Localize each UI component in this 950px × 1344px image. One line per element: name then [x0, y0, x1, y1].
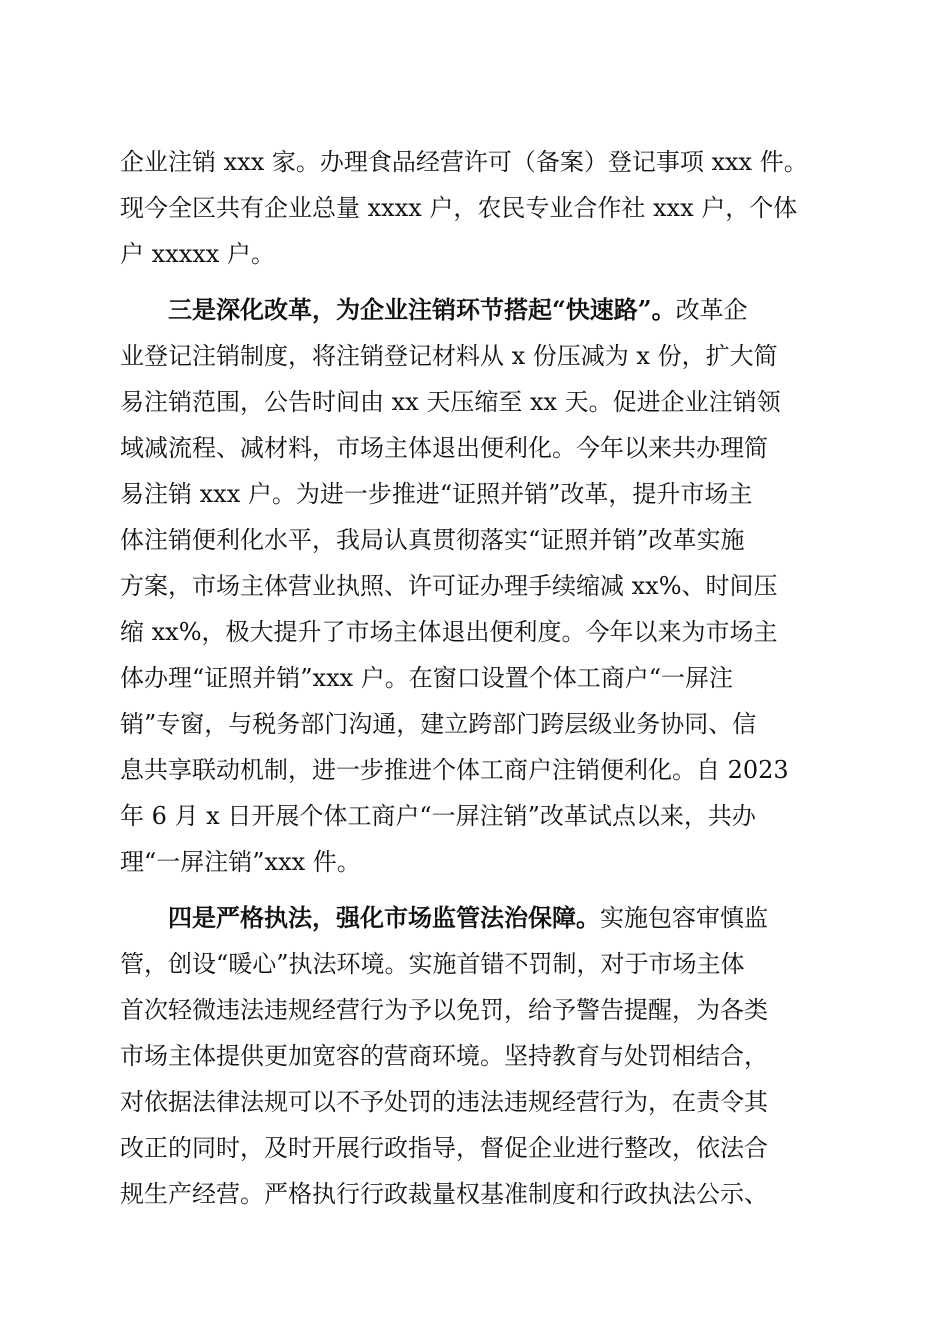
text-line: 理“一屏注销”xxx 件。	[120, 848, 361, 876]
text-line	[120, 287, 840, 333]
text-line: 企业注销 xxx 家。办理食品经营许可（备案）登记事项 xxx 件。	[120, 148, 808, 176]
text-line: 体办理“证照并销”xxx 户。在窗口设置个体工商户“一屏注	[120, 664, 734, 692]
document-body	[120, 139, 840, 1217]
paragraph-3	[120, 895, 840, 1217]
text-line: 规生产经营。严格执行行政裁量权基准制度和行政执法公示、	[120, 1180, 768, 1208]
text-line: 管，创设“暖心”执法环境。实施首错不罚制，对于市场主体	[120, 950, 745, 978]
text-line: 方案，市场主体营业执照、许可证办理手续缩减 xx%、时间压	[120, 572, 778, 600]
text-line: 销”专窗，与税务部门沟通，建立跨部门跨层级业务协同、信	[120, 710, 757, 738]
text-line: 现今全区共有企业总量 xxxx 户，农民专业合作社 xxx 户，个体	[120, 194, 798, 222]
text-line	[120, 895, 840, 941]
text-line: 市场主体提供更加宽容的营商环境。坚持教育与处罚相结合，	[120, 1042, 768, 1070]
text-line: 改正的同时，及时开展行政指导，督促企业进行整改，依法合	[120, 1134, 768, 1162]
paragraph-lead-heading: 四是严格执法，强化市场监管法治保障。	[168, 903, 600, 932]
text-line: 户 xxxxx 户。	[120, 240, 275, 268]
paragraph-lead-heading: 三是深化改革，为企业注销环节搭起“快速路”。	[168, 295, 676, 324]
text-line: 易注销 xxx 户。为进一步推进“证照并销”改革，提升市场主	[120, 480, 753, 508]
paragraph-2	[120, 287, 840, 885]
text-line: 首次轻微违法违规经营行为予以免罚，给予警告提醒，为各类	[120, 996, 768, 1024]
text-line: 体注销便利化水平，我局认真贯彻落实“证照并销”改革实施	[120, 526, 745, 554]
paragraph-1	[120, 139, 840, 277]
text-line: 息共享联动机制，进一步推进个体工商户注销便利化。自 2023	[120, 756, 789, 784]
text-line: 缩 xx%，极大提升了市场主体退出便利度。今年以来为市场主	[120, 618, 778, 646]
text-line: 域减流程、减材料，市场主体退出便利化。今年以来共办理简	[120, 434, 768, 462]
text-span: 实施包容审慎监	[600, 904, 768, 932]
text-span: 改革企	[675, 296, 748, 324]
text-line: 业登记注销制度，将注销登记材料从 x 份压减为 x 份，扩大简	[120, 342, 778, 370]
text-line: 对依据法律法规可以不予处罚的违法违规经营行为，在责令其	[120, 1088, 768, 1116]
text-line: 易注销范围，公告时间由 xx 天压缩至 xx 天。促进企业注销领	[120, 388, 781, 416]
text-line: 年 6 月 x 日开展个体工商户“一屏注销”改革试点以来，共办	[120, 802, 756, 830]
